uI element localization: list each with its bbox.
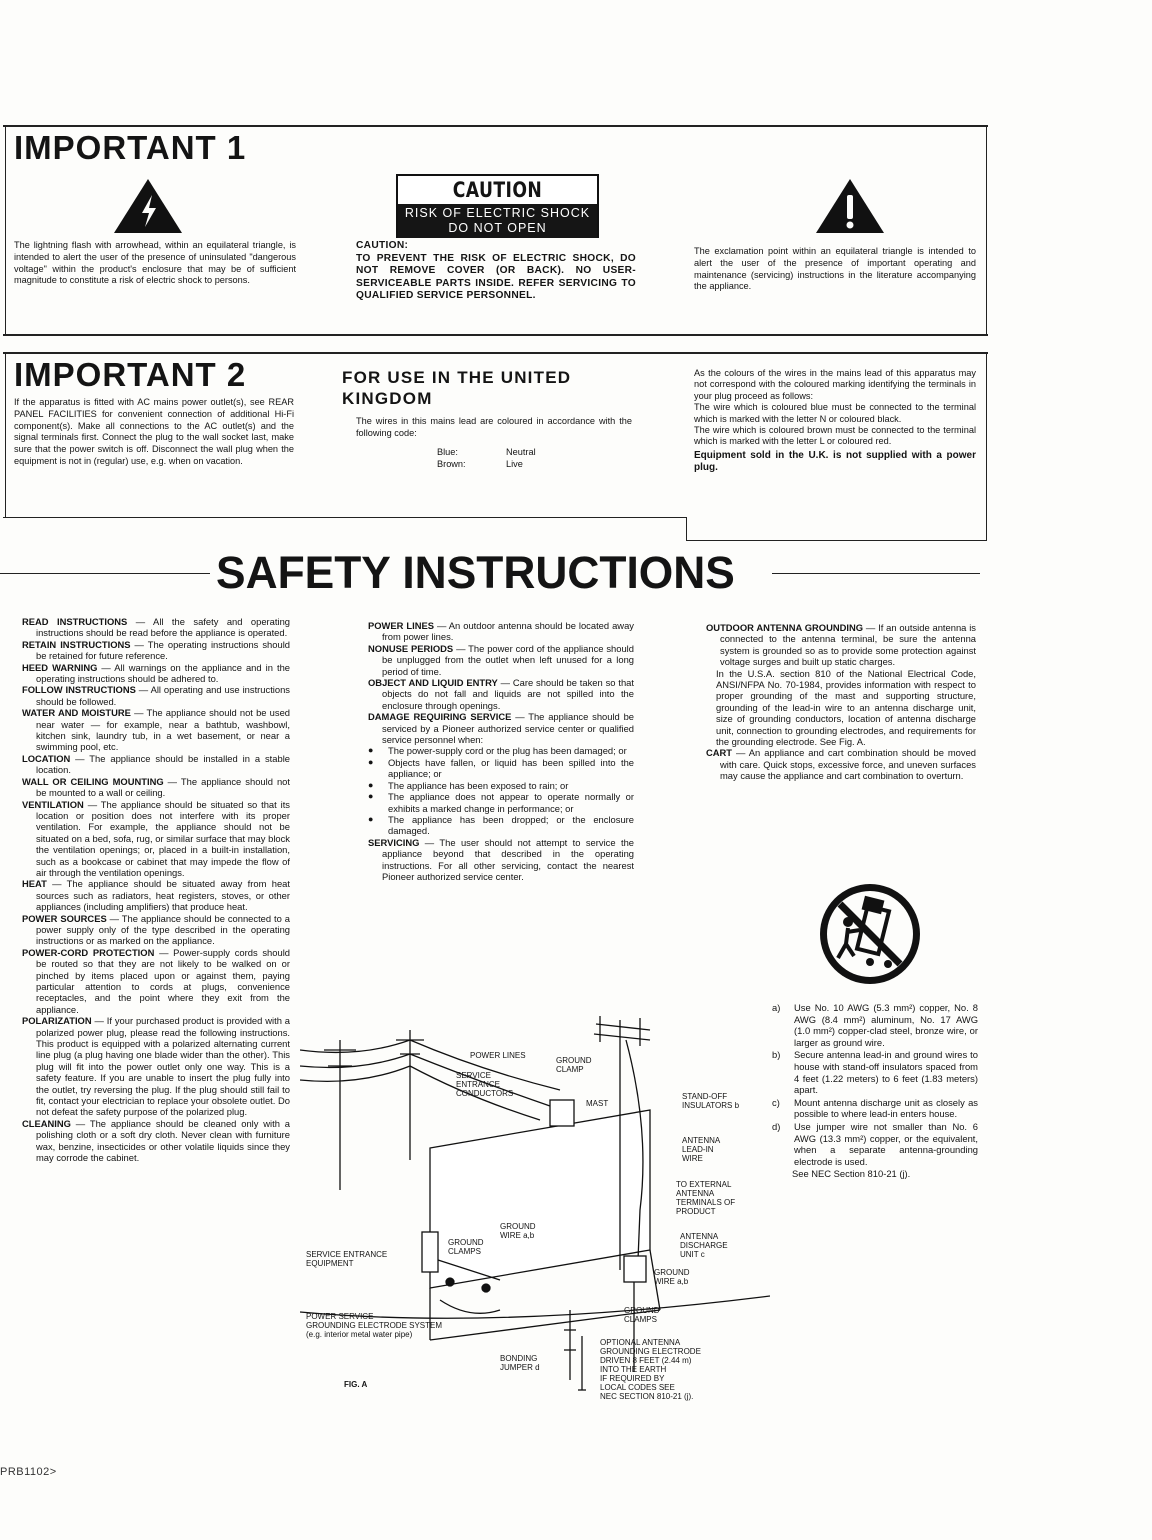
servicing-text: — The user should not attempt to service the appliance beyond that described in the operating instructions. For all other servicing, contact the nearest Pioneer authorized service center. bbox=[382, 836, 634, 882]
read-instructions-item bbox=[22, 616, 290, 639]
fig-a-caption: FIG. A bbox=[344, 1380, 368, 1389]
important-2-text: If the apparatus is fitted with AC mains power outlet(s), see REAR PANEL FACILITIES for convenient connection of additional Hi-Fi component(s). Make all connections to the AC outlet(s) and the signal terminals first. Connect the plug to the wall socket last, make sure that the power switch is off. Disconnect the wall plug when the equipment is not in (regular) use, e.g. when on vacation. bbox=[14, 397, 294, 466]
cart-heading: CART bbox=[706, 747, 733, 759]
power-cord-protection-text: — Power-supply cords should be routed so that they are not likely to be walked on or pinched by items placed upon or against them, paying particular attention to cords at plugs, convenience receptacles, and the point where they exit from the appliance. bbox=[36, 946, 290, 1015]
antenna-grounding-heading: OUTDOOR ANTENNA GROUNDING bbox=[706, 622, 864, 633]
follow-instructions-heading: FOLLOW INSTRUCTIONS bbox=[22, 684, 136, 696]
fig-discharge-label: ANTENNA DISCHARGE UNIT c bbox=[680, 1232, 728, 1259]
grounding-note-marker: d) bbox=[772, 1120, 781, 1132]
antenna-grounding-item bbox=[706, 622, 976, 668]
lightning-description: The lightning flash with arrowhead, within an equilateral triangle, is intended to alert the user of the presence of uninsulated "dangerous voltage" within the product's enclosure that may be of sufficient magnitude to constitute a risk of electric shock to persons. bbox=[14, 240, 296, 286]
damage-requiring-service-heading: DAMAGE REQUIRING SERVICE bbox=[368, 711, 512, 723]
power-lines-item bbox=[368, 620, 634, 643]
water-and-moisture-item bbox=[22, 707, 290, 753]
fig-ground-clamps-2-label: GROUND CLAMPS bbox=[624, 1306, 660, 1324]
damage-requiring-service-item bbox=[368, 711, 634, 745]
grounding-note-text: Secure antenna lead-in and ground wires to house with stand-off insulators spaced from 4 feet (1.22 meters) to 6 feet (1.83 meters) apart. bbox=[794, 1049, 978, 1096]
fig-standoff-label: STAND-OFF INSULATORS b bbox=[682, 1092, 740, 1110]
power-cord-protection-item bbox=[22, 947, 290, 1015]
heed-warning-heading: HEED WARNING bbox=[22, 661, 98, 673]
important-1-title: IMPORTANT 1 bbox=[14, 129, 247, 166]
fig-ground-clamp-label: GROUND CLAMP bbox=[556, 1056, 592, 1074]
power-lines-text: — An outdoor antenna should be located away from power lines. bbox=[382, 620, 634, 643]
fig-ground-wire-2-label: GROUND WIRE a,b bbox=[654, 1268, 690, 1286]
rule-imp2-bottom-right bbox=[686, 540, 987, 541]
damage-condition-3: ● The appliance has been exposed to rain; or bbox=[368, 780, 634, 791]
grounding-note-4 bbox=[772, 1121, 978, 1167]
object-and-liquid-entry-item bbox=[368, 677, 634, 711]
grounding-note-marker: c) bbox=[772, 1096, 780, 1108]
ventilation-heading: VENTILATION bbox=[22, 798, 84, 810]
uk-heading-line-1: FOR USE IN THE UNITED bbox=[342, 368, 572, 387]
exclamation-warning-icon bbox=[814, 177, 886, 235]
power-lines-heading: POWER LINES bbox=[368, 620, 434, 631]
fig-electrode-label: POWER SERVICE GROUNDING ELECTRODE SYSTEM (e.g. interior metal water pipe) bbox=[306, 1312, 443, 1339]
safety-column-2 bbox=[368, 620, 634, 882]
grounding-note-2 bbox=[772, 1049, 978, 1095]
rule-imp2-bottom bbox=[3, 517, 687, 518]
safety-rule-left bbox=[0, 573, 210, 574]
uk-wiring-p1: As the colours of the wires in the mains lead of this apparatus may not correspond with the coloured marking identifying the terminals in your plug proceed as follows: bbox=[694, 368, 976, 401]
safety-instructions-title: SAFETY INSTRUCTIONS bbox=[216, 547, 735, 598]
caution-subtext bbox=[398, 204, 597, 238]
power-cord-protection-heading: POWER-CORD PROTECTION bbox=[22, 946, 155, 958]
safety-column-3 bbox=[706, 622, 976, 782]
damage-condition-2: ● Objects have fallen, or liquid has been spilled into the appliance; or bbox=[368, 757, 634, 780]
heat-heading: HEAT bbox=[22, 878, 47, 890]
cart-text: — An appliance and cart combination should be moved with care. Quick stops, excessive force, and uneven surfaces may cause the appliance and cart combination to overturn. bbox=[720, 747, 976, 782]
retain-instructions-item bbox=[22, 639, 290, 662]
grounding-note-1 bbox=[772, 1002, 978, 1048]
fig-power-lines-label: POWER LINES bbox=[470, 1051, 526, 1060]
fig-mast-label: MAST bbox=[586, 1099, 609, 1108]
rule-left-2 bbox=[5, 352, 6, 518]
caution-statement bbox=[356, 240, 636, 303]
power-sources-text: — The appliance should be connected to a power supply only of the type described in the operating instructions or as marked on the appliance. bbox=[36, 912, 290, 947]
cart-tip-warning-icon bbox=[818, 882, 922, 986]
caution-heading: CAUTION bbox=[452, 178, 543, 202]
damage-requiring-service-text: — The appliance should be serviced by a Pioneer authorized service center or qualified service personnel when: bbox=[382, 711, 634, 746]
caution-statement-text: TO PREVENT THE RISK OF ELECTRIC SHOCK, DO NOT REMOVE COVER (OR BACK). NO USER-SERVICEABLE PARTS INSIDE. REFER SERVICING TO QUALIFIED SERVICE PERSONNEL. bbox=[356, 252, 636, 302]
grounding-note-text: Mount antenna discharge unit as closely as possible to where lead-in enters house. bbox=[794, 1096, 978, 1120]
code-live-value: Live bbox=[506, 459, 523, 469]
safety-rule-right bbox=[772, 573, 980, 574]
cleaning-heading: CLEANING bbox=[22, 1117, 71, 1129]
object-and-liquid-entry-text: — Care should be taken so that objects do not fall and liquids are not spilled into the enclosure through openings. bbox=[382, 677, 634, 711]
location-item bbox=[22, 753, 290, 776]
heat-text: — The appliance should be situated away from heat sources such as radiators, heat registers, stoves, or other appliances (including amplifiers) that produce heat. bbox=[36, 878, 290, 913]
follow-instructions-item bbox=[22, 684, 290, 707]
fig-ext-terminals-label: TO EXTERNAL ANTENNA TERMINALS OF PRODUCT bbox=[676, 1180, 736, 1216]
heat-item bbox=[22, 878, 290, 912]
safety-column-1 bbox=[22, 616, 290, 1164]
servicing-heading: SERVICING bbox=[368, 836, 420, 848]
uk-wiring-p3: The wire which is coloured brown must be connected to the terminal which is marked with the letter L or coloured red. bbox=[694, 425, 976, 447]
location-heading: LOCATION bbox=[22, 752, 71, 764]
grounding-note-text: Use jumper wire not smaller than No. 6 AWG (13.3 mm²) copper, or the equivalent, when a separate antenna-grounding electrode is used. bbox=[794, 1120, 978, 1167]
water-and-moisture-text: — The appliance should not be used near water — for example, near a bathtub, washbowl, kitchen sink, laundry tub, in a wet basement, or near a swimming pool, etc. bbox=[36, 707, 290, 753]
rule-right-2 bbox=[986, 352, 987, 540]
caution-open-line: DO NOT OPEN bbox=[448, 221, 547, 235]
polarization-text: — If your purchased product is provided with a polarized power plug, please read the following instructions. This product is equipped with a polarized alternating current line plug (a plug having one blade wider than the other). This plug will fit into the power outlet only one way. This is a safety feature. If you are unable to insert the plug fully into the outlet, try reversing the plug. If the plug should still fail to fit, contact your electrician to replace your obsolete outlet. Do not defeat the safety purpose of the polarized plug. bbox=[36, 1015, 290, 1118]
grounding-note-marker: b) bbox=[772, 1049, 781, 1061]
nonuse-periods-text: — The power cord of the appliance should be unplugged from the outlet when left unused for a long period of time. bbox=[382, 642, 634, 677]
document-code: PRB1102> bbox=[0, 1466, 57, 1478]
cleaning-item bbox=[22, 1118, 290, 1164]
nonuse-periods-item bbox=[368, 643, 634, 677]
fig-optional-electrode-label: OPTIONAL ANTENNA GROUNDING ELECTRODE DRIVEN 8 FEET (2.44 m) INTO THE EARTH IF REQUIRED BY LOCAL CODES SEE NEC SECTION 810-21 (j). bbox=[600, 1338, 701, 1401]
fig-ground-wire-label: GROUND WIRE a,b bbox=[500, 1222, 536, 1240]
code-neutral-value: Neutral bbox=[506, 447, 536, 457]
ventilation-text: — The appliance should be situated so that its location or position does not interfere with its proper ventilation. For example, the appliance should not be situated on a bed, sofa, rug, or similar surface that may block the ventilation openings; or, placed in a built-in installation, such as a bookcase or cabinet that may impede the flow of air through the ventilation openings. bbox=[36, 798, 290, 878]
caution-risk-line: RISK OF ELECTRIC SHOCK bbox=[404, 206, 591, 220]
lightning-warning-icon bbox=[112, 177, 184, 235]
uk-heading bbox=[342, 367, 571, 409]
uk-text: The wires in this mains lead are coloured in accordance with the following code: bbox=[356, 416, 632, 438]
power-sources-item bbox=[22, 913, 290, 947]
grounding-note-3 bbox=[772, 1097, 978, 1120]
polarization-item bbox=[22, 1015, 290, 1118]
caution-statement-label: CAUTION: bbox=[356, 240, 409, 251]
heed-warning-text: — All warnings on the appliance and in the operating instructions should be adhered to. bbox=[36, 661, 290, 685]
cleaning-text: — The appliance should be cleaned only with a polishing cloth or a soft dry cloth. Never clean with furniture wax, benzine, insecticides or other volatile liquids since they may corrode the cabinet. bbox=[36, 1117, 290, 1164]
antenna-grounding-text-2: In the U.S.A. section 810 of the National Electrical Code, ANSI/NFPA No. 70-1984, provides information with respect to proper grounding of the mast and supporting structure, grounding of the lead-in wire to an antenna discharge unit, size of grounding conductors, location of antenna discharge unit, connection to grounding electrodes, and requirements for the grounding electrode. See Fig. A. bbox=[716, 667, 976, 748]
code-blue-label: Blue: bbox=[437, 447, 458, 457]
fig-service-equipment-label: SERVICE ENTRANCE EQUIPMENT bbox=[306, 1250, 388, 1268]
grounding-note-marker: a) bbox=[772, 1002, 781, 1013]
uk-wiring-p2: The wire which is coloured blue must be connected to the terminal which is marked with the letter N or coloured black. bbox=[694, 402, 976, 424]
wall-or-ceiling-mounting-item bbox=[22, 776, 290, 799]
damage-condition-1: ● The power-supply cord or the plug has been damaged; or bbox=[368, 745, 634, 756]
retain-instructions-text: — The operating instructions should be retained for future reference. bbox=[36, 638, 290, 662]
heed-warning-item bbox=[22, 662, 290, 685]
grounding-note-text: Use No. 10 AWG (5.3 mm²) copper, No. 8 AWG (8.4 mm²) aluminum, No. 17 AWG (1.0 mm²) copper-clad steel, bronze wire, or larger as ground wire. bbox=[794, 1002, 978, 1048]
power-sources-heading: POWER SOURCES bbox=[22, 912, 107, 924]
code-brown-label: Brown: bbox=[437, 459, 466, 469]
water-and-moisture-heading: WATER AND MOISTURE bbox=[22, 707, 131, 719]
location-text: — The appliance should be installed in a stable location. bbox=[36, 752, 290, 776]
damage-condition-4: ● The appliance does not appear to operate normally or exhibits a marked change in performance; or bbox=[368, 791, 634, 814]
damage-condition-5: ● The appliance has been dropped; or the enclosure damaged. bbox=[368, 814, 634, 837]
fig-ground-clamps-label: GROUND CLAMPS bbox=[448, 1238, 484, 1256]
uk-wiring-instructions bbox=[694, 368, 976, 475]
fig-bonding-label: BONDING JUMPER d bbox=[500, 1354, 540, 1372]
rule-right-1 bbox=[986, 125, 987, 335]
rule-top bbox=[3, 125, 988, 127]
important-2-title: IMPORTANT 2 bbox=[14, 356, 247, 393]
uk-heading-line-2: KINGDOM bbox=[342, 389, 433, 408]
rule-left-1 bbox=[5, 125, 6, 335]
rule-imp2-inner bbox=[686, 517, 687, 541]
wall-or-ceiling-mounting-heading: WALL OR CEILING MOUNTING bbox=[22, 775, 164, 787]
fig-service-entrance-label: SERVICE ENTRANCE CONDUCTORS bbox=[456, 1071, 514, 1098]
rule-mid bbox=[3, 334, 988, 336]
nonuse-periods-heading: NONUSE PERIODS bbox=[368, 642, 454, 654]
nec-reference: See NEC Section 810-21 (j). bbox=[792, 1168, 911, 1180]
wall-or-ceiling-mounting-text: — The appliance should not be mounted to a wall or ceiling. bbox=[36, 775, 290, 799]
antenna-grounding-text: — If an outside antenna is connected to the antenna terminal, be sure the antenna system is grounded so as to provide some protection against voltage surges and built up static charges. bbox=[720, 622, 976, 668]
fig-leadin-label: ANTENNA LEAD-IN WIRE bbox=[682, 1136, 721, 1163]
servicing-item bbox=[368, 837, 634, 883]
object-and-liquid-entry-heading: OBJECT AND LIQUID ENTRY bbox=[368, 677, 498, 689]
cart-item bbox=[706, 747, 976, 781]
uk-wiring-note: Equipment sold in the U.K. is not supplied with a power plug. bbox=[694, 449, 976, 474]
read-instructions-heading: READ INSTRUCTIONS bbox=[22, 616, 128, 627]
retain-instructions-heading: RETAIN INSTRUCTIONS bbox=[22, 638, 131, 650]
polarization-heading: POLARIZATION bbox=[22, 1015, 92, 1027]
ventilation-item bbox=[22, 799, 290, 879]
grounding-notes bbox=[772, 1002, 978, 1180]
exclamation-description: The exclamation point within an equilateral triangle is intended to alert the user of the presence of important operating and maintenance (servicing) instructions in the literature accompanying the appliance. bbox=[694, 246, 976, 292]
read-instructions-text: — All the safety and operating instructions should be read before the appliance is operated. bbox=[36, 616, 291, 639]
damage-conditions-list bbox=[368, 745, 634, 836]
rule-imp2-top bbox=[3, 352, 988, 354]
caution-label-box bbox=[396, 174, 599, 238]
follow-instructions-text: — All operating and use instructions should be followed. bbox=[36, 684, 290, 707]
